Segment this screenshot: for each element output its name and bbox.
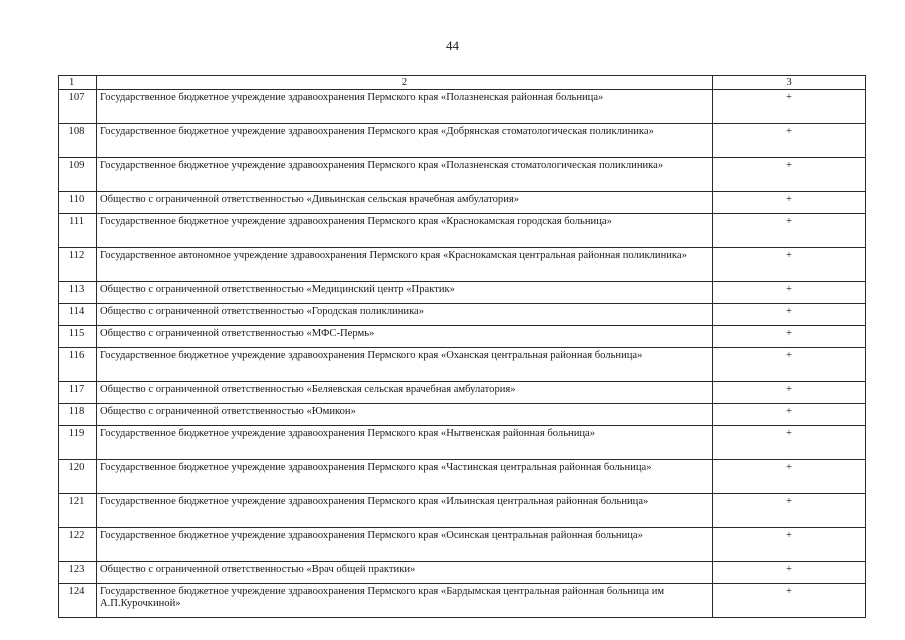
participation-mark: + [713, 426, 866, 460]
table-row [59, 528, 866, 562]
row-number: 111 [59, 214, 97, 248]
participation-mark: + [713, 282, 866, 304]
participation-mark: + [713, 90, 866, 124]
column-header-mark: 3 [713, 76, 866, 90]
column-header-number: 1 [59, 76, 97, 90]
participation-mark: + [713, 382, 866, 404]
row-number: 109 [59, 158, 97, 192]
organization-name: Общество с ограниченной ответственностью «Юмикон» [97, 404, 713, 426]
participation-mark: + [713, 304, 866, 326]
row-number: 122 [59, 528, 97, 562]
participation-mark: + [713, 562, 866, 584]
table-row [59, 404, 866, 426]
participation-mark: + [713, 348, 866, 382]
organization-name: Государственное бюджетное учреждение здравоохранения Пермского края «Краснокамская городская больница» [97, 214, 713, 248]
participation-mark: + [713, 124, 866, 158]
organization-name: Общество с ограниченной ответственностью «Беляевская сельская врачебная амбулатория» [97, 382, 713, 404]
organization-name: Государственное бюджетное учреждение здравоохранения Пермского края «Ильинская центральная районная больница» [97, 494, 713, 528]
organization-name: Государственное бюджетное учреждение здравоохранения Пермского края «Нытвенская районная больница» [97, 426, 713, 460]
page-number: 44 [446, 38, 459, 53]
table-header-row [59, 76, 866, 90]
organization-name: Общество с ограниченной ответственностью «Дивьинская сельская врачебная амбулатория» [97, 192, 713, 214]
row-number: 114 [59, 304, 97, 326]
organizations-table [58, 75, 866, 618]
row-number: 110 [59, 192, 97, 214]
row-number: 120 [59, 460, 97, 494]
participation-mark: + [713, 158, 866, 192]
table-row [59, 326, 866, 348]
table-row [59, 584, 866, 618]
organization-name: Государственное бюджетное учреждение здравоохранения Пермского края «Оханская центральная районная больница» [97, 348, 713, 382]
row-number: 121 [59, 494, 97, 528]
row-number: 118 [59, 404, 97, 426]
row-number: 119 [59, 426, 97, 460]
organization-name: Общество с ограниченной ответственностью «Городская поликлиника» [97, 304, 713, 326]
row-number: 124 [59, 584, 97, 618]
participation-mark: + [713, 248, 866, 282]
table-row [59, 562, 866, 584]
organization-name: Государственное бюджетное учреждение здравоохранения Пермского края «Осинская центральная районная больница» [97, 528, 713, 562]
table-row [59, 90, 866, 124]
participation-mark: + [713, 214, 866, 248]
row-number: 113 [59, 282, 97, 304]
table-row [59, 382, 866, 404]
row-number: 117 [59, 382, 97, 404]
table-row [59, 158, 866, 192]
participation-mark: + [713, 460, 866, 494]
organization-name: Государственное бюджетное учреждение здравоохранения Пермского края «Полазненская стоматологическая поликлиника» [97, 158, 713, 192]
table-row [59, 248, 866, 282]
table-row [59, 282, 866, 304]
row-number: 108 [59, 124, 97, 158]
row-number: 112 [59, 248, 97, 282]
table-row [59, 124, 866, 158]
organization-name: Государственное автономное учреждение здравоохранения Пермского края «Краснокамская центральная районная поликлиника» [97, 248, 713, 282]
table-row [59, 494, 866, 528]
participation-mark: + [713, 326, 866, 348]
row-number: 116 [59, 348, 97, 382]
table-row [59, 348, 866, 382]
participation-mark: + [713, 528, 866, 562]
participation-mark: + [713, 494, 866, 528]
organization-name: Государственное бюджетное учреждение здравоохранения Пермского края «Полазненская районная больница» [97, 90, 713, 124]
participation-mark: + [713, 404, 866, 426]
organization-name: Общество с ограниченной ответственностью «Врач общей практики» [97, 562, 713, 584]
table-row [59, 214, 866, 248]
table-row [59, 192, 866, 214]
table-row [59, 460, 866, 494]
organization-name: Государственное бюджетное учреждение здравоохранения Пермского края «Частинская центральная районная больница» [97, 460, 713, 494]
participation-mark: + [713, 192, 866, 214]
participation-mark: + [713, 584, 866, 618]
organization-name: Общество с ограниченной ответственностью «МФС-Пермь» [97, 326, 713, 348]
column-header-name: 2 [97, 76, 713, 90]
table-row [59, 304, 866, 326]
organization-name: Государственное бюджетное учреждение здравоохранения Пермского края «Добрянская стоматологическая поликлиника» [97, 124, 713, 158]
row-number: 115 [59, 326, 97, 348]
organization-name: Государственное бюджетное учреждение здравоохранения Пермского края «Бардымская центральная районная больница им А.П.Курочкиной» [97, 584, 713, 618]
table-row [59, 426, 866, 460]
row-number: 123 [59, 562, 97, 584]
row-number: 107 [59, 90, 97, 124]
organization-name: Общество с ограниченной ответственностью «Медицинский центр «Практик» [97, 282, 713, 304]
